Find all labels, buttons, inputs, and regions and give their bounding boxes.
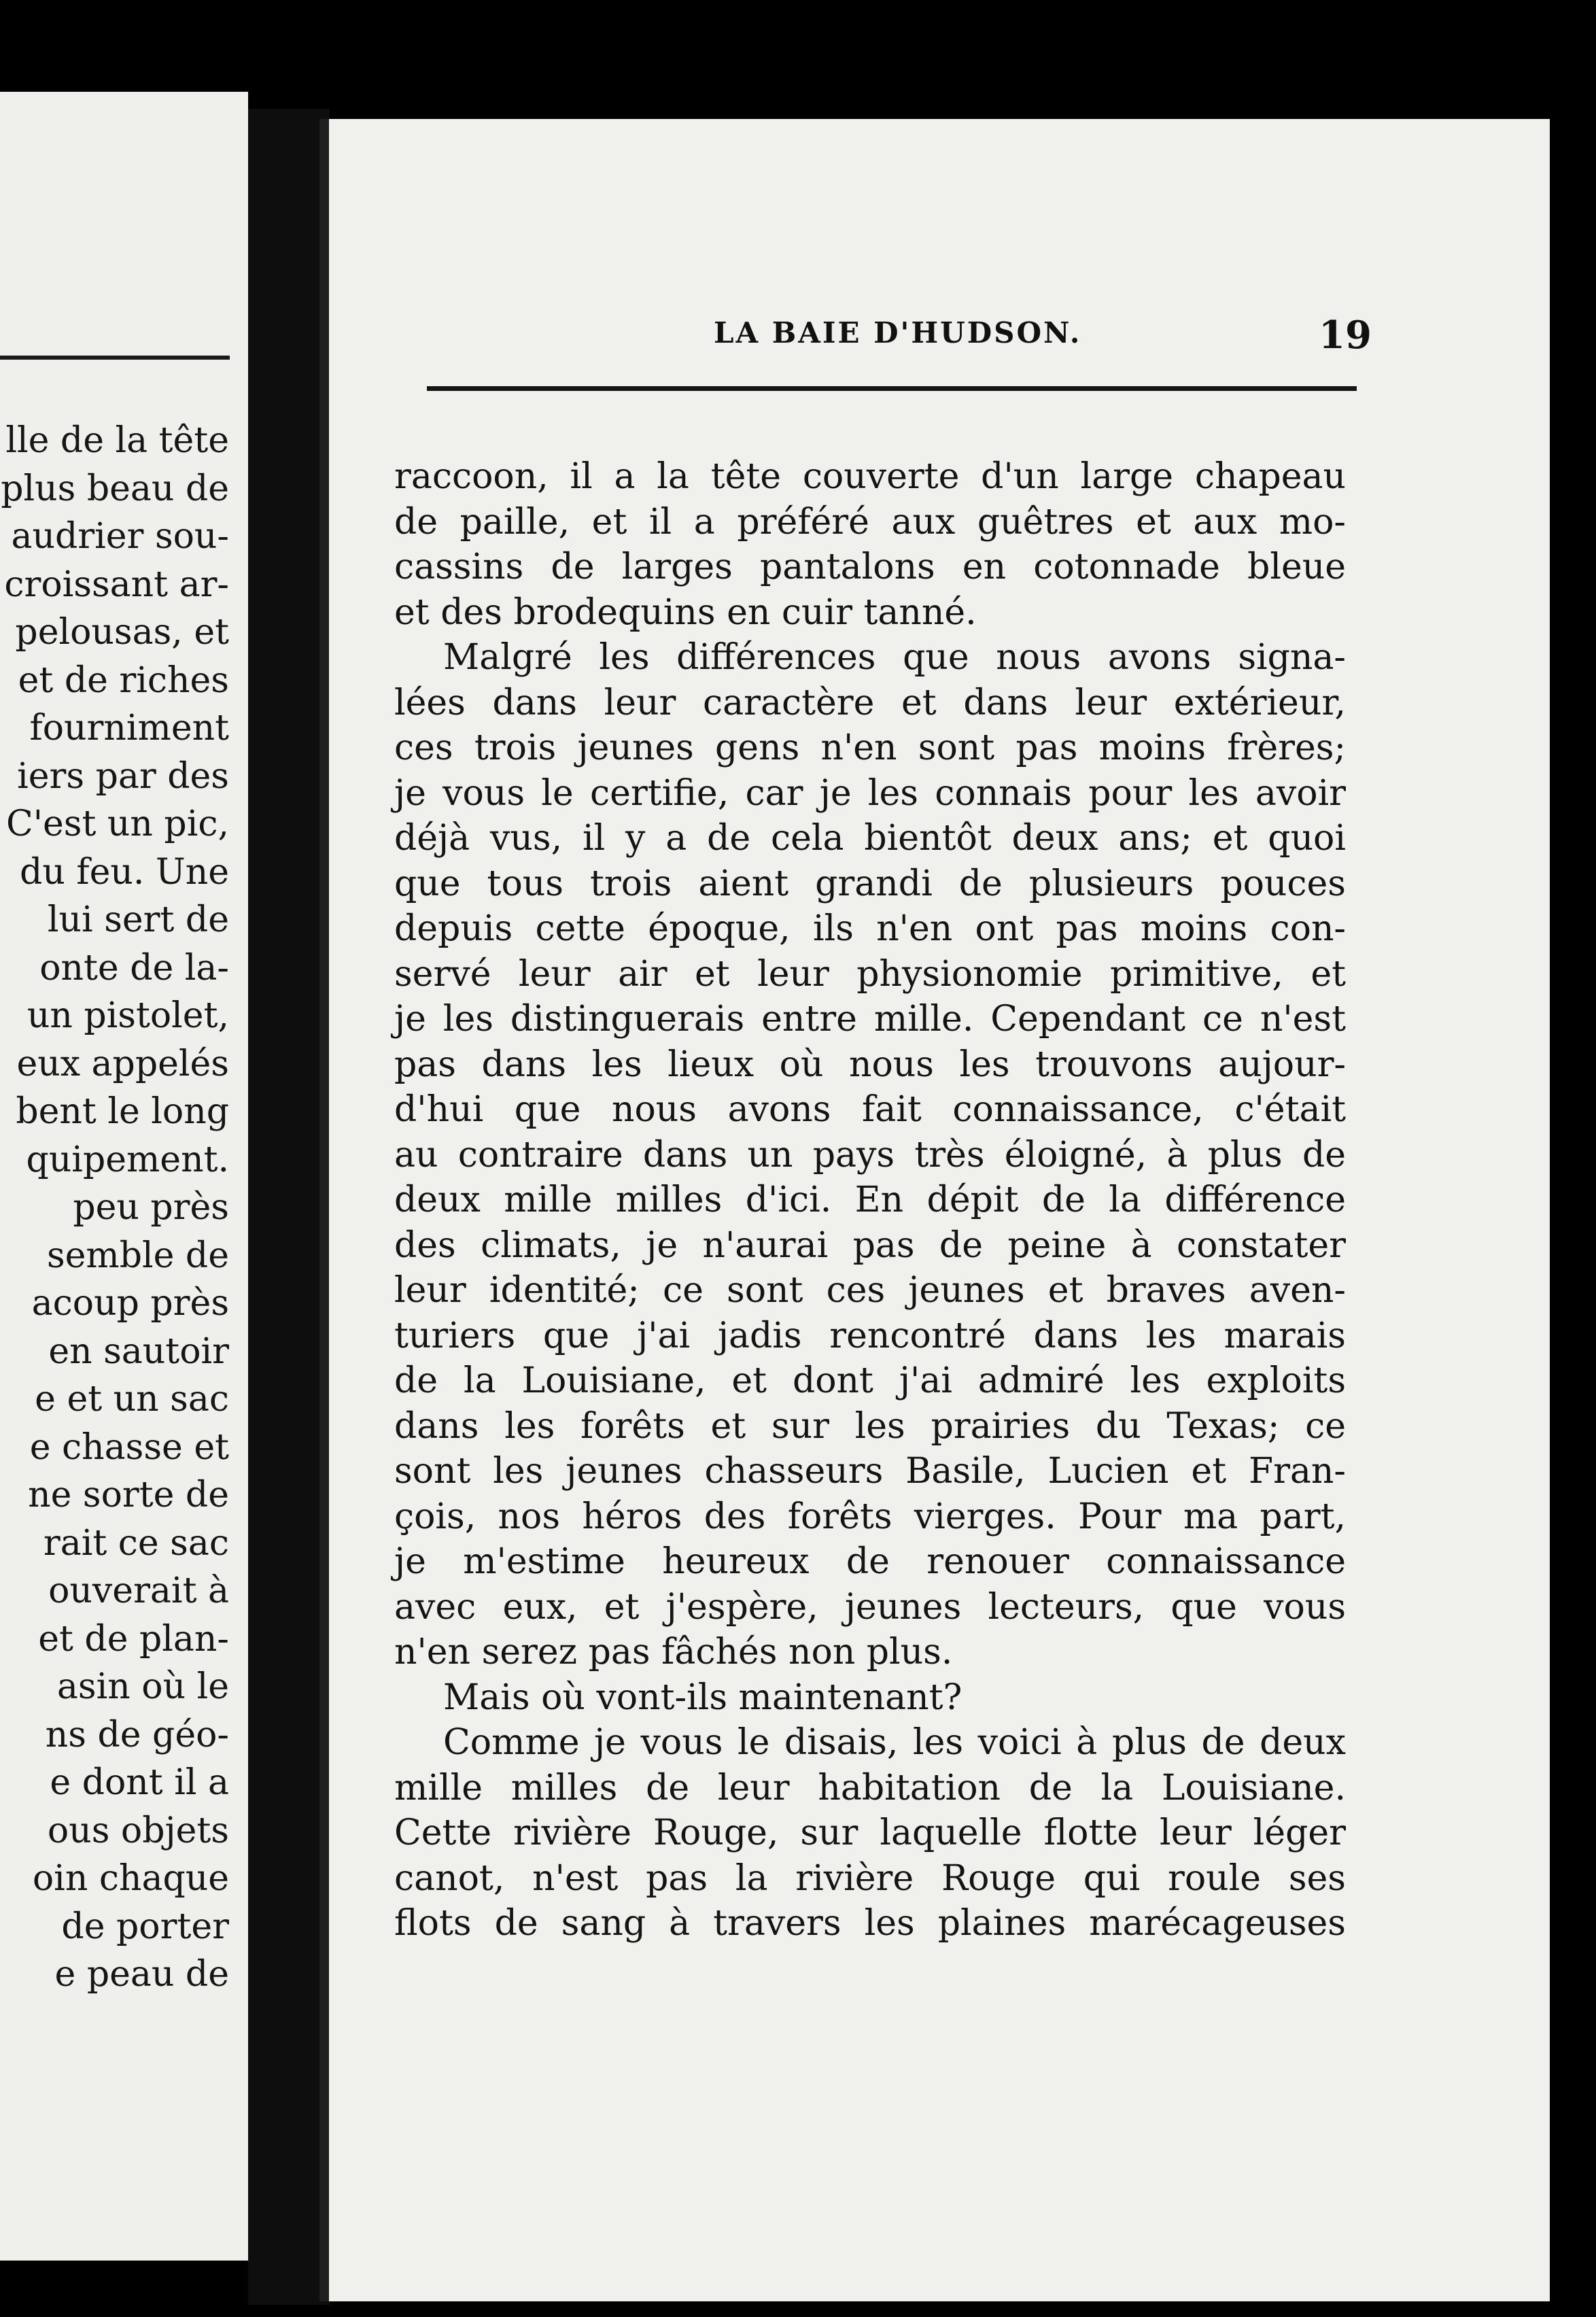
text-line: Comme je vous le disais, les voici à plus de deux [443, 1722, 1346, 1763]
left-line: bent le long [16, 1091, 229, 1132]
text-line: de la Louisiane, et dont j'ai admiré les exploits [394, 1360, 1346, 1401]
text-line: leur identité; ce sont ces jeunes et braves aven- [394, 1270, 1346, 1311]
left-page-header-rule [0, 356, 230, 360]
left-line: e peau de [54, 1954, 229, 1995]
left-line: ouverait à [48, 1571, 229, 1611]
left-line: acoup près [31, 1283, 229, 1324]
left-line: pelousas, et [15, 612, 229, 653]
left-line: et de riches [18, 659, 229, 701]
text-line: je vous le certifie, car je les connais pour les avoir [394, 772, 1346, 814]
text-line: des climats, je n'aurai pas de peine à constater [394, 1224, 1346, 1266]
text-line: déjà vus, il y a de cela bientôt deux ans; et quoi [394, 818, 1346, 859]
left-line: e chasse et [29, 1426, 229, 1468]
running-head: LA BAIE D'HUDSON. [714, 316, 1082, 349]
left-line: ne sorte de [28, 1475, 229, 1515]
text-line: raccoon, il a la tête couverte d'un large chapeau [394, 456, 1346, 497]
left-line: iers par des [17, 755, 229, 797]
left-line: oin chaque [32, 1858, 229, 1899]
left-line: croissant ar- [4, 564, 229, 605]
text-line: au contraire dans un pays très éloigné, à plus de [394, 1134, 1346, 1175]
left-line: eux appelés [16, 1043, 229, 1084]
text-line: deux mille milles d'ici. En dépit de la différence [394, 1180, 1346, 1220]
left-line: fourniment [29, 708, 229, 749]
left-page-text [0, 417, 229, 1999]
left-line: de porter [61, 1906, 229, 1947]
left-line: lui sert de [47, 899, 229, 940]
text-line: pas dans les lieux où nous les trouvons aujour- [394, 1044, 1346, 1085]
text-line: je m'estime heureux de renouer connaissance [394, 1541, 1346, 1582]
text-line: turiers que j'ai jadis rencontré dans les marais [394, 1315, 1346, 1356]
left-line: semble de [46, 1235, 229, 1276]
text-line: servé leur air et leur physionomie primitive, et [394, 953, 1346, 995]
text-line: depuis cette époque, ils n'en ont pas moins con- [394, 908, 1346, 949]
text-line: n'en serez pas fâchés non plus. [394, 1632, 953, 1672]
left-line: plus beau de [1, 468, 229, 509]
text-line: çois, nos héros des forêts vierges. Pour ma part, [394, 1496, 1346, 1537]
book-gutter [248, 109, 330, 2305]
left-line: audrier sou- [11, 516, 229, 557]
left-line: rait ce sac [43, 1522, 229, 1564]
text-line: que tous trois aient grandi de plusieurs pouces [394, 863, 1346, 904]
text-line: ces trois jeunes gens n'en sont pas moins frères; [394, 727, 1346, 768]
left-line: peu près [73, 1187, 229, 1228]
left-line: ns de géo- [45, 1714, 229, 1755]
text-line: dans les forêts et sur les prairies du Texas; ce [394, 1405, 1346, 1447]
left-line: C'est un pic, [5, 804, 229, 844]
page-number: 19 [1319, 313, 1372, 358]
left-line: et de plan- [38, 1618, 229, 1660]
text-line: Mais où vont-ils maintenant? [443, 1677, 962, 1718]
text-line: avec eux, et j'espère, jeunes lecteurs, que vous [394, 1586, 1346, 1628]
text-line: d'hui que nous avons fait connaissance, c'était [394, 1089, 1346, 1130]
text-line: et des brodequins en cuir tanné. [394, 591, 977, 633]
left-line: asin où le [56, 1666, 229, 1707]
left-line: onte de la- [39, 947, 229, 989]
left-line: quipement. [26, 1139, 229, 1180]
left-line: un pistolet, [27, 995, 229, 1036]
text-line: Cette rivière Rouge, sur laquelle flotte leur léger [394, 1813, 1346, 1853]
left-page [0, 92, 248, 2261]
text-line: Malgré les différences que nous avons signa- [443, 637, 1346, 678]
text-line: je les distinguerais entre mille. Cependant ce n'est [394, 999, 1346, 1040]
text-line: de paille, et il a préféré aux guêtres et aux mo- [394, 501, 1346, 543]
left-line: du feu. Une [20, 851, 229, 893]
text-line: sont les jeunes chasseurs Basile, Lucien et Fran- [394, 1451, 1346, 1492]
left-line: en sautoir [48, 1331, 229, 1372]
left-line: e et un sac [35, 1379, 229, 1420]
text-line: mille milles de leur habitation de la Louisiane. [394, 1767, 1346, 1808]
header-rule [427, 386, 1357, 391]
left-line: ous objets [47, 1810, 229, 1851]
left-line: lle de la tête [5, 420, 229, 461]
text-line: canot, n'est pas la rivière Rouge qui roule ses [394, 1857, 1346, 1899]
text-line: lées dans leur caractère et dans leur extérieur, [394, 682, 1346, 723]
body-text [394, 454, 1346, 1946]
text-line: cassins de larges pantalons en cotonnade bleue [394, 547, 1346, 587]
text-line: flots de sang à travers les plaines marécageuses [394, 1903, 1346, 1944]
left-line: e dont il a [50, 1762, 229, 1803]
